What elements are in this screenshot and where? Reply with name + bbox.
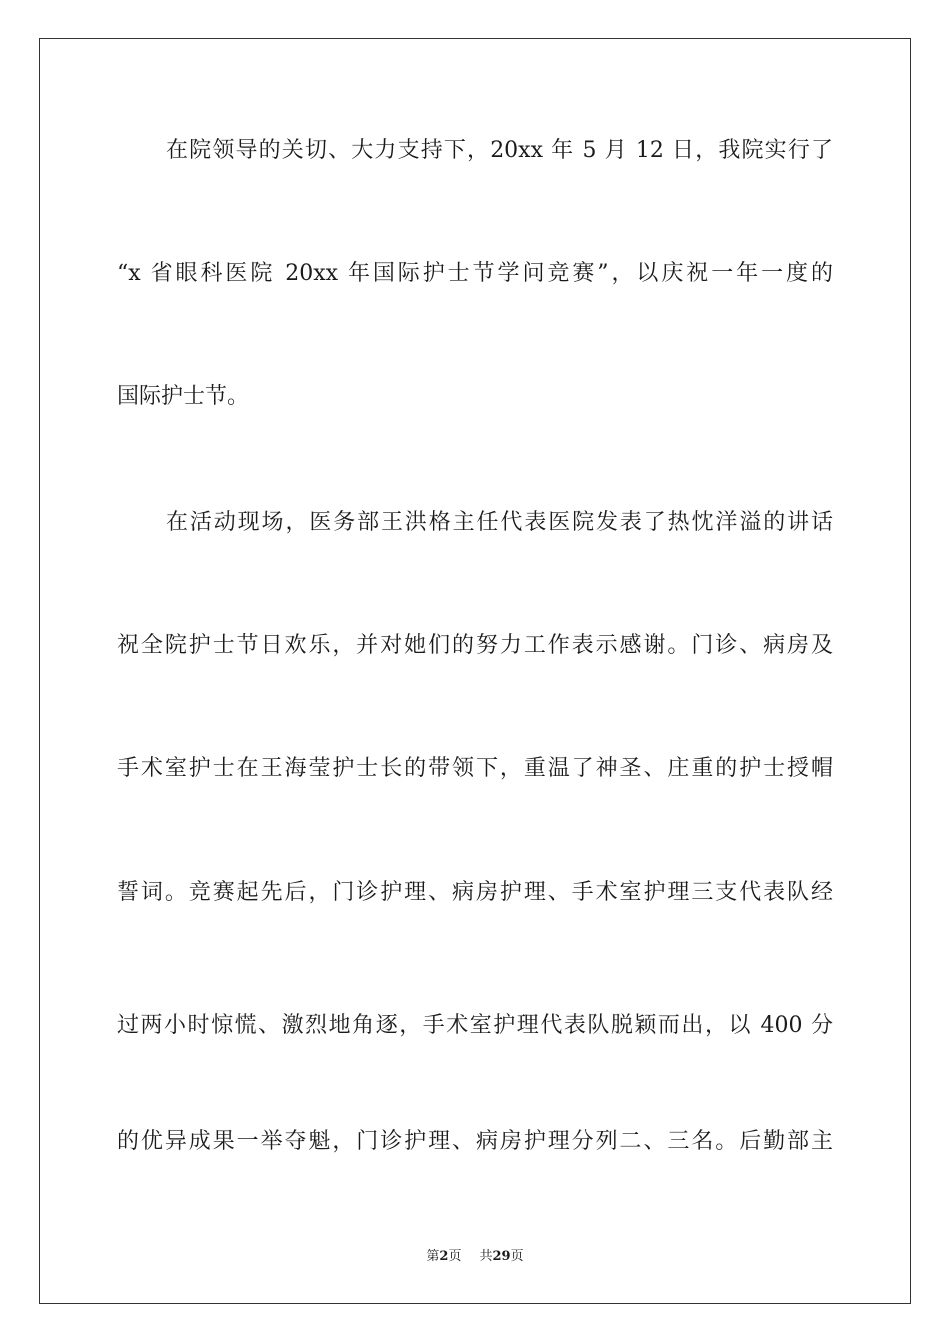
page-number-suffix: 页 <box>448 1249 462 1264</box>
paragraph-1-line-2: “x 省眼科医院 20xx 年国际护士节学问竞赛”，以庆祝一年一度的 <box>117 261 833 286</box>
page-total-prefix: 共 <box>479 1249 493 1264</box>
paragraph-2-line-2: 祝全院护士节日欢乐，并对她们的努力工作表示感谢。门诊、病房及 <box>117 633 833 658</box>
paragraph-2-line-1: 在活动现场，医务部王洪格主任代表医院发表了热忱洋溢的讲话 <box>166 510 833 535</box>
paragraph-2-line-6: 的优异成果一举夺魁，门诊护理、病房护理分列二、三名。后勤部主 <box>117 1129 833 1154</box>
paragraph-2-line-3: 手术室护士在王海莹护士长的带领下，重温了神圣、庄重的护士授帽 <box>117 756 833 781</box>
paragraph-1-line-3: 国际护士节。 <box>117 384 250 409</box>
page-footer <box>0 1248 950 1266</box>
page-total-suffix: 页 <box>510 1249 524 1264</box>
paragraph-1-line-1: 在院领导的关切、大力支持下，20xx 年 5 月 12 日，我院实行了 <box>166 138 833 163</box>
page-number-current: 2 <box>439 1249 449 1264</box>
page-border <box>39 38 911 1304</box>
paragraph-2-line-4: 誓词。竞赛起先后，门诊护理、病房护理、手术室护理三支代表队经 <box>117 880 833 905</box>
page-total-count: 29 <box>492 1249 511 1264</box>
paragraph-2-line-5: 过两小时惊慌、激烈地角逐，手术室护理代表队脱颖而出，以 400 分 <box>117 1013 833 1038</box>
page-number-prefix: 第 <box>426 1249 440 1264</box>
